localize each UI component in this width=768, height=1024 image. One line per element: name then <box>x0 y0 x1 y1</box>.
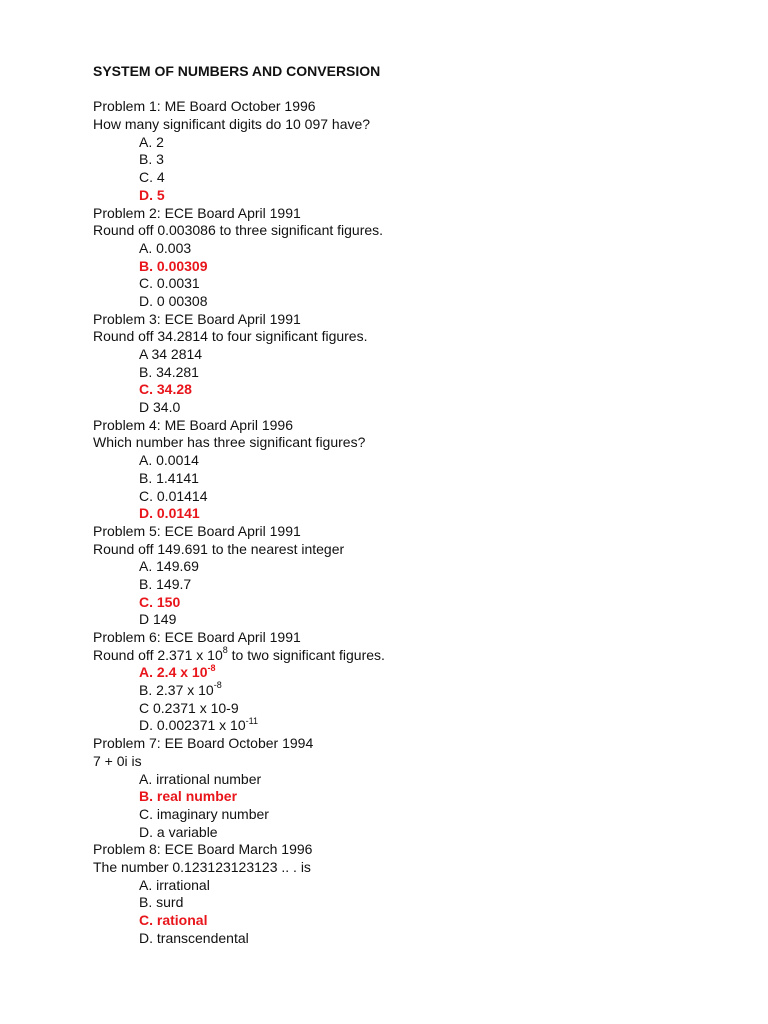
problem-list <box>93 98 713 947</box>
problem-question <box>93 328 713 346</box>
problem-header: Problem 7: EE Board October 1994 <box>93 735 314 752</box>
answer-option <box>93 771 713 789</box>
problem-question <box>93 753 713 771</box>
question-text: 7 + 0i is <box>93 752 142 769</box>
answer-option-correct <box>93 788 713 806</box>
problem-header: Problem 1: ME Board October 1996 <box>93 98 316 115</box>
question-text: The number 0.123123123123 .. . is <box>93 858 311 875</box>
answer-option <box>93 682 713 700</box>
answer-option <box>93 452 713 470</box>
problem-question <box>93 434 713 452</box>
answer-option-correct <box>93 664 713 682</box>
option-text: C. 0.01414 <box>139 487 208 504</box>
option-text: A. 149.69 <box>139 558 199 575</box>
problem-question <box>93 541 713 559</box>
option-text: A. 2.4 x 10 <box>139 664 208 681</box>
problem-header: Problem 8: ECE Board March 1996 <box>93 841 313 858</box>
exponent: 8 <box>222 645 228 656</box>
question-text: Round off 34.2814 to four significant figures. <box>93 328 368 345</box>
option-text: D. 5 <box>139 186 165 203</box>
option-text: C. imaginary number <box>139 805 269 822</box>
option-text: A. irrational number <box>139 770 262 787</box>
document-title: SYSTEM OF NUMBERS AND CONVERSION <box>93 63 381 79</box>
problem-6 <box>93 629 713 735</box>
problem-5 <box>93 523 713 629</box>
answer-option <box>93 611 713 629</box>
option-text: B. 0.00309 <box>139 257 208 274</box>
blank-line <box>93 81 713 99</box>
exponent: -8 <box>207 662 216 673</box>
answer-option <box>93 930 713 948</box>
answer-option <box>93 346 713 364</box>
option-text: B. 149.7 <box>139 575 192 592</box>
answer-option-correct <box>93 187 713 205</box>
option-text: D 34.0 <box>139 399 181 416</box>
problem-2 <box>93 205 713 311</box>
option-text: C. 150 <box>139 593 181 610</box>
answer-option-correct <box>93 912 713 930</box>
option-text: C. 4 <box>139 169 165 186</box>
option-text: C 0.2371 x 10-9 <box>139 699 239 716</box>
question-text: to two significant figures. <box>227 646 385 663</box>
answer-option <box>93 240 713 258</box>
answer-option <box>93 151 713 169</box>
option-text: B. 34.281 <box>139 363 199 380</box>
option-text: B. 3 <box>139 151 164 168</box>
problem-header: Problem 4: ME Board April 1996 <box>93 416 293 433</box>
option-text: C. 34.28 <box>139 381 192 398</box>
option-text: D. 0.0141 <box>139 505 200 522</box>
answer-option <box>93 558 713 576</box>
answer-option <box>93 399 713 417</box>
answer-option <box>93 293 713 311</box>
answer-option <box>93 824 713 842</box>
question-text: Which number has three significant figures? <box>93 434 366 451</box>
answer-option <box>93 470 713 488</box>
answer-option <box>93 894 713 912</box>
option-text: B. surd <box>139 894 184 911</box>
answer-option <box>93 877 713 895</box>
problem-8 <box>93 841 713 947</box>
answer-option <box>93 134 713 152</box>
option-text: B. 1.4141 <box>139 469 199 486</box>
option-text: A. 2 <box>139 133 164 150</box>
problem-question <box>93 647 713 665</box>
option-text: D. transcendental <box>139 929 249 946</box>
problem-7 <box>93 735 713 841</box>
question-text: How many significant digits do 10 097 have? <box>93 116 371 133</box>
problem-question <box>93 859 713 877</box>
problem-question <box>93 116 713 134</box>
answer-option <box>93 700 713 718</box>
answer-option-correct <box>93 258 713 276</box>
question-text: Round off 149.691 to the nearest integer <box>93 540 345 557</box>
option-text: C. 0.0031 <box>139 275 200 292</box>
answer-option-correct <box>93 505 713 523</box>
question-text: Round off 0.003086 to three significant figures. <box>93 222 384 239</box>
option-text: D. 0 00308 <box>139 292 208 309</box>
problem-header: Problem 6: ECE Board April 1991 <box>93 629 301 645</box>
exponent: -8 <box>213 680 222 691</box>
answer-option <box>93 488 713 506</box>
exponent: -11 <box>245 715 258 726</box>
option-text: B. 2.37 x 10 <box>139 682 214 699</box>
answer-option <box>93 364 713 382</box>
option-text: C. rational <box>139 912 208 928</box>
option-text: D. a variable <box>139 823 218 840</box>
option-text: B. real number <box>139 788 238 805</box>
option-text: D 149 <box>139 611 177 628</box>
option-text: A 34 2814 <box>139 346 203 362</box>
document-body <box>93 63 713 947</box>
option-text: A. 0.0014 <box>139 452 199 469</box>
problem-1 <box>93 98 713 204</box>
problem-header: Problem 3: ECE Board April 1991 <box>93 310 301 327</box>
problem-question <box>93 222 713 240</box>
problem-4 <box>93 417 713 523</box>
question-text: Round off 2.371 x 10 <box>93 646 223 663</box>
problem-3 <box>93 311 713 417</box>
answer-option <box>93 806 713 824</box>
option-text: D. 0.002371 x 10 <box>139 717 246 734</box>
answer-option-correct <box>93 381 713 399</box>
answer-option <box>93 576 713 594</box>
answer-option <box>93 275 713 293</box>
option-text: A. 0.003 <box>139 239 192 256</box>
answer-option-correct <box>93 594 713 612</box>
answer-option <box>93 169 713 187</box>
problem-header: Problem 2: ECE Board April 1991 <box>93 204 301 221</box>
answer-option <box>93 717 713 735</box>
problem-header: Problem 5: ECE Board April 1991 <box>93 522 301 539</box>
option-text: A. irrational <box>139 876 210 893</box>
